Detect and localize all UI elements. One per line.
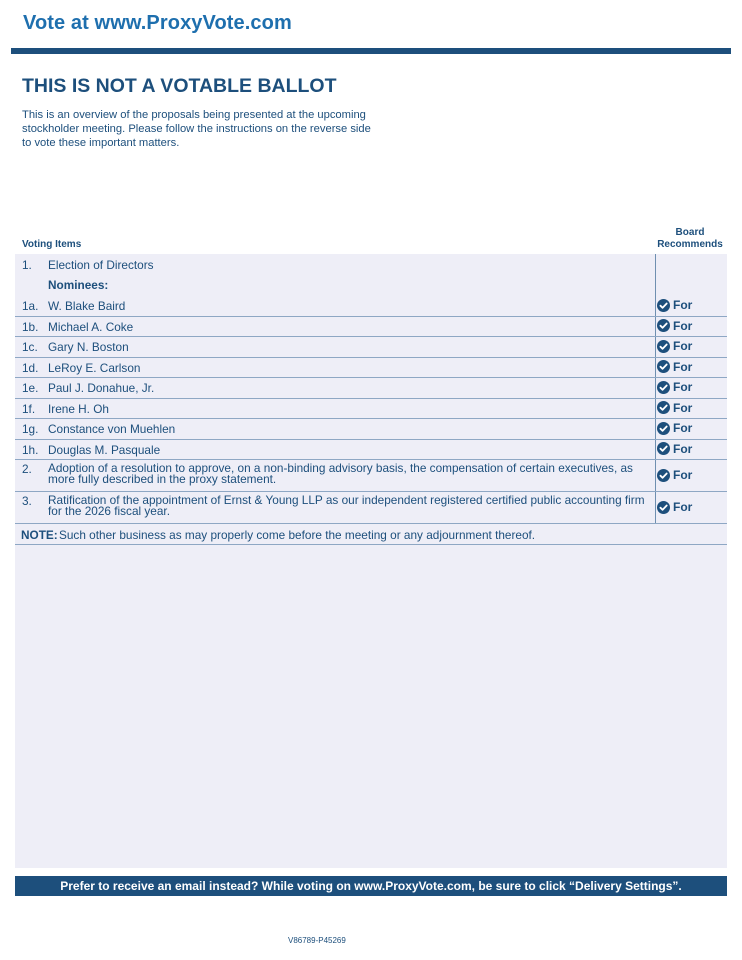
check-circle-icon	[657, 360, 670, 373]
column-header-voting-items: Voting Items	[22, 239, 82, 250]
nominees-label-row	[15, 278, 727, 294]
board-recommendation	[657, 401, 692, 415]
nominee-number: 1b.	[22, 319, 39, 334]
nominee-number: 1d.	[22, 360, 39, 375]
recommendation-text: For	[673, 421, 693, 435]
header-rule	[11, 48, 731, 54]
board-recommendation	[657, 380, 692, 394]
item-number: 1.	[22, 258, 32, 272]
board-recommendation	[657, 500, 692, 514]
nominee-name: Douglas M. Pasquale	[48, 442, 161, 457]
nominee-row	[15, 358, 727, 379]
email-delivery-banner: Prefer to receive an email instead? While voting on www.ProxyVote.com, be sure to click “Delivery Settings”.	[15, 876, 727, 896]
nominee-number: 1a.	[22, 299, 39, 313]
nominee-name: LeRoy E. Carlson	[48, 360, 141, 375]
nominee-name: W. Blake Baird	[48, 299, 126, 313]
proposal-number: 2.	[22, 462, 32, 476]
board-recommendation	[657, 298, 692, 312]
check-circle-icon	[657, 401, 670, 414]
proposal-text: Adoption of a resolution to approve, on a non-binding advisory basis, the compensation of certain executives, as more fully described in the proxy statement.	[48, 461, 633, 486]
nominee-name: Irene H. Oh	[48, 401, 109, 416]
recommendation-text: For	[673, 359, 693, 374]
check-circle-icon	[657, 299, 670, 312]
note-label: NOTE:	[21, 528, 58, 542]
nominee-number: 1h.	[22, 442, 39, 457]
column-header-board-recommends: Board Recommends	[657, 227, 723, 250]
item-text: Election of Directors	[48, 258, 154, 272]
board-recommendation	[657, 421, 692, 435]
note-row	[15, 524, 727, 545]
board-recommendation	[657, 442, 692, 456]
check-circle-icon	[657, 422, 670, 435]
board-recommendation	[657, 468, 692, 482]
nominee-name: Paul J. Donahue, Jr.	[48, 381, 155, 395]
proposal-number: 3.	[22, 494, 32, 508]
proposal-row	[15, 492, 727, 524]
check-circle-icon	[657, 442, 670, 455]
nominee-row	[15, 378, 727, 399]
nominee-name: Gary N. Boston	[48, 340, 129, 354]
proposal-row	[15, 460, 727, 492]
board-recommendation	[657, 360, 692, 374]
nominee-name: Michael A. Coke	[48, 319, 134, 334]
board-recommendation	[657, 339, 692, 353]
nominees-label: Nominees:	[48, 278, 109, 292]
recommendation-text: For	[673, 500, 693, 514]
ballot-intro: This is an overview of the proposals being presented at the upcoming stockholder meeting. Please follow the instructions on the reverse side to vote these important matters.	[22, 109, 371, 149]
recommendation-text: For	[673, 400, 693, 415]
nominee-row	[15, 337, 727, 358]
recommendation-text: For	[673, 380, 693, 394]
recommendation-text: For	[673, 339, 693, 353]
ballot-heading: THIS IS NOT A VOTABLE BALLOT	[22, 75, 337, 97]
nominee-row	[15, 440, 727, 461]
recommendation-text: For	[673, 441, 693, 456]
header-title: Vote at www.ProxyVote.com	[23, 12, 292, 34]
nominee-row	[15, 317, 727, 338]
nominee-row	[15, 296, 727, 317]
check-circle-icon	[657, 469, 670, 482]
board-recommendation	[657, 319, 692, 333]
recommendation-text: For	[673, 468, 693, 482]
check-circle-icon	[657, 381, 670, 394]
recommendation-text: For	[673, 318, 693, 333]
nominee-number: 1f.	[22, 401, 36, 416]
voting-item-row	[15, 258, 727, 274]
check-circle-icon	[657, 319, 670, 332]
check-circle-icon	[657, 501, 670, 514]
nominee-number: 1e.	[22, 381, 39, 395]
document-code: V86789-P45269	[288, 936, 346, 945]
note-text: Such other business as may properly come before the meeting or any adjournment thereof.	[59, 528, 536, 542]
nominee-number: 1c.	[22, 340, 38, 354]
nominee-row	[15, 419, 727, 440]
nominee-number: 1g.	[22, 422, 39, 436]
nominee-name: Constance von Muehlen	[48, 422, 176, 436]
nominee-row	[15, 399, 727, 420]
proposal-text: Ratification of the appointment of Ernst & Young LLP as our independent registered certified public accounting firm for the 2026 fiscal year.	[48, 493, 645, 518]
recommendation-text: For	[673, 298, 693, 312]
check-circle-icon	[657, 340, 670, 353]
